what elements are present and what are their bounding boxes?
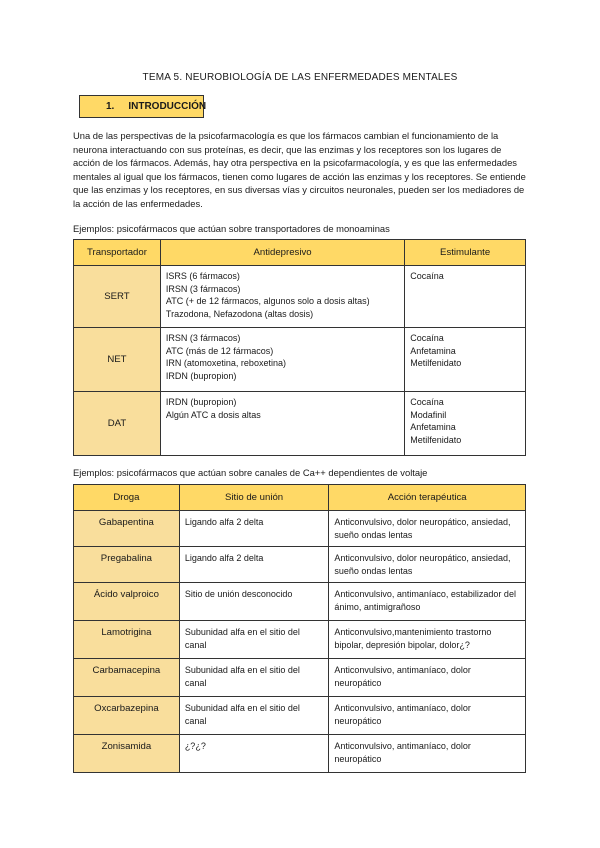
antidepressant-cell xyxy=(160,392,404,456)
cell-line: IRDN (bupropion) xyxy=(165,397,237,407)
column-header: Droga xyxy=(74,485,180,511)
binding-site-cell: Subunidad alfa en el sitio del canal xyxy=(179,621,329,659)
binding-site-cell: Sitio de unión desconocido xyxy=(179,583,329,621)
cell-line: IRDN (bupropion) xyxy=(165,370,237,381)
therapeutic-action-cell: Anticonvulsivo, dolor neuropático, ansiedad, sueño ondas lentas xyxy=(329,511,526,547)
calcium-channels-table xyxy=(73,484,526,773)
table-header-row xyxy=(74,240,526,266)
drug-cell: Ácido valproico xyxy=(74,583,180,621)
stimulant-cell xyxy=(405,266,526,328)
transporter-cell: SERT xyxy=(74,266,161,328)
therapeutic-action-cell: Anticonvulsivo, antimaníaco, dolor neuropático xyxy=(329,697,526,735)
drug-cell: Oxcarbazepina xyxy=(74,697,180,735)
table-row xyxy=(74,266,526,328)
column-header: Acción terapéutica xyxy=(329,485,526,511)
column-header: Sitio de unión xyxy=(179,485,329,511)
cell-line: Algún ATC a dosis altas xyxy=(165,409,261,420)
binding-site-cell: ¿?¿? xyxy=(179,735,329,773)
cell-line: Trazodona, Nefazodona (altas dosis) xyxy=(165,308,314,319)
transporter-cell: DAT xyxy=(74,392,161,456)
drug-cell: Lamotrigina xyxy=(74,621,180,659)
column-header: Estimulante xyxy=(405,240,526,266)
table-row xyxy=(74,583,526,621)
binding-site-cell: Subunidad alfa en el sitio del canal xyxy=(179,697,329,735)
table-row xyxy=(74,547,526,583)
column-header: Transportador xyxy=(74,240,161,266)
table-row xyxy=(74,735,526,773)
section-label: INTRODUCCIÓN xyxy=(128,101,207,112)
cell-line: ATC (más de 12 fármacos) xyxy=(165,345,274,356)
cell-line: Modafinil xyxy=(410,409,447,420)
binding-site-cell: Ligando alfa 2 delta xyxy=(179,511,329,547)
cell-line: Cocaína xyxy=(410,333,444,343)
intro-paragraph: Una de las perspectivas de la psicofarmacología es que los fármacos cambian el funcionamiento de la neurona interactuando con sus proteínas, es decir, que las enzimas y los receptores son los lugares de acción de los fármacos. Además, hay otra perspectiva en la psicofarmacología, y es que las enfermedades mentales al igual que los fármacos, tienen como lugares de acción las enzimas y los receptores. Se entiende que las enzimas y los receptores, en sus diversas vías y circuitos neuronales, pueden ser los mediadores de la acción de las enfermedades. xyxy=(73,130,526,209)
cell-line: ISRS (6 fármacos) xyxy=(165,271,240,281)
table-row xyxy=(74,621,526,659)
table1-caption: Ejemplos: psicofármacos que actúan sobre transportadores de monoaminas xyxy=(73,223,390,234)
therapeutic-action-cell: Anticonvulsivo, antimaníaco, estabilizador del ánimo, antimigrañoso xyxy=(329,583,526,621)
stimulant-cell xyxy=(405,392,526,456)
drug-cell: Gabapentina xyxy=(74,511,180,547)
cell-line: IRSN (3 fármacos) xyxy=(165,283,241,294)
cell-line: Metilfenidato xyxy=(410,434,462,445)
transporter-cell: NET xyxy=(74,328,161,392)
section-number: 1. xyxy=(106,101,115,112)
table-header-row xyxy=(74,485,526,511)
antidepressant-cell xyxy=(160,328,404,392)
table-row xyxy=(74,328,526,392)
stimulant-cell xyxy=(405,328,526,392)
binding-site-cell: Subunidad alfa en el sitio del canal xyxy=(179,659,329,697)
cell-line: IRN (atomoxetina, reboxetina) xyxy=(165,358,286,369)
cell-line: IRSN (3 fármacos) xyxy=(165,333,241,343)
therapeutic-action-cell: Anticonvulsivo, antimaníaco, dolor neuropático xyxy=(329,659,526,697)
transporters-table xyxy=(73,239,526,456)
drug-cell: Zonisamida xyxy=(74,735,180,773)
binding-site-cell: Ligando alfa 2 delta xyxy=(179,547,329,583)
cell-line: Metilfenidato xyxy=(410,358,462,369)
antidepressant-cell xyxy=(160,266,404,328)
section-heading xyxy=(79,95,207,118)
therapeutic-action-cell: Anticonvulsivo, antimaníaco, dolor neuropático xyxy=(329,735,526,773)
cell-line: Anfetamina xyxy=(410,345,456,356)
table-row xyxy=(74,392,526,456)
table2-caption: Ejemplos: psicofármacos que actúan sobre canales de Ca++ dependientes de voltaje xyxy=(73,467,428,478)
table-row xyxy=(74,511,526,547)
column-header: Antidepresivo xyxy=(160,240,404,266)
table-row xyxy=(74,659,526,697)
drug-cell: Carbamacepina xyxy=(74,659,180,697)
therapeutic-action-cell: Anticonvulsivo,mantenimiento trastorno bipolar, depresión bipolar, dolor¿? xyxy=(329,621,526,659)
cell-line: ATC (+ de 12 fármacos, algunos solo a dosis altas) xyxy=(165,296,370,307)
cell-line: Cocaína xyxy=(410,397,444,407)
cell-line: Anfetamina xyxy=(410,422,456,433)
therapeutic-action-cell: Anticonvulsivo, dolor neuropático, ansiedad, sueño ondas lentas xyxy=(329,547,526,583)
table-row xyxy=(74,697,526,735)
cell-line: Cocaína xyxy=(410,271,444,281)
drug-cell: Pregabalina xyxy=(74,547,180,583)
document-title: TEMA 5. NEUROBIOLOGÍA DE LAS ENFERMEDADES MENTALES xyxy=(142,72,458,83)
